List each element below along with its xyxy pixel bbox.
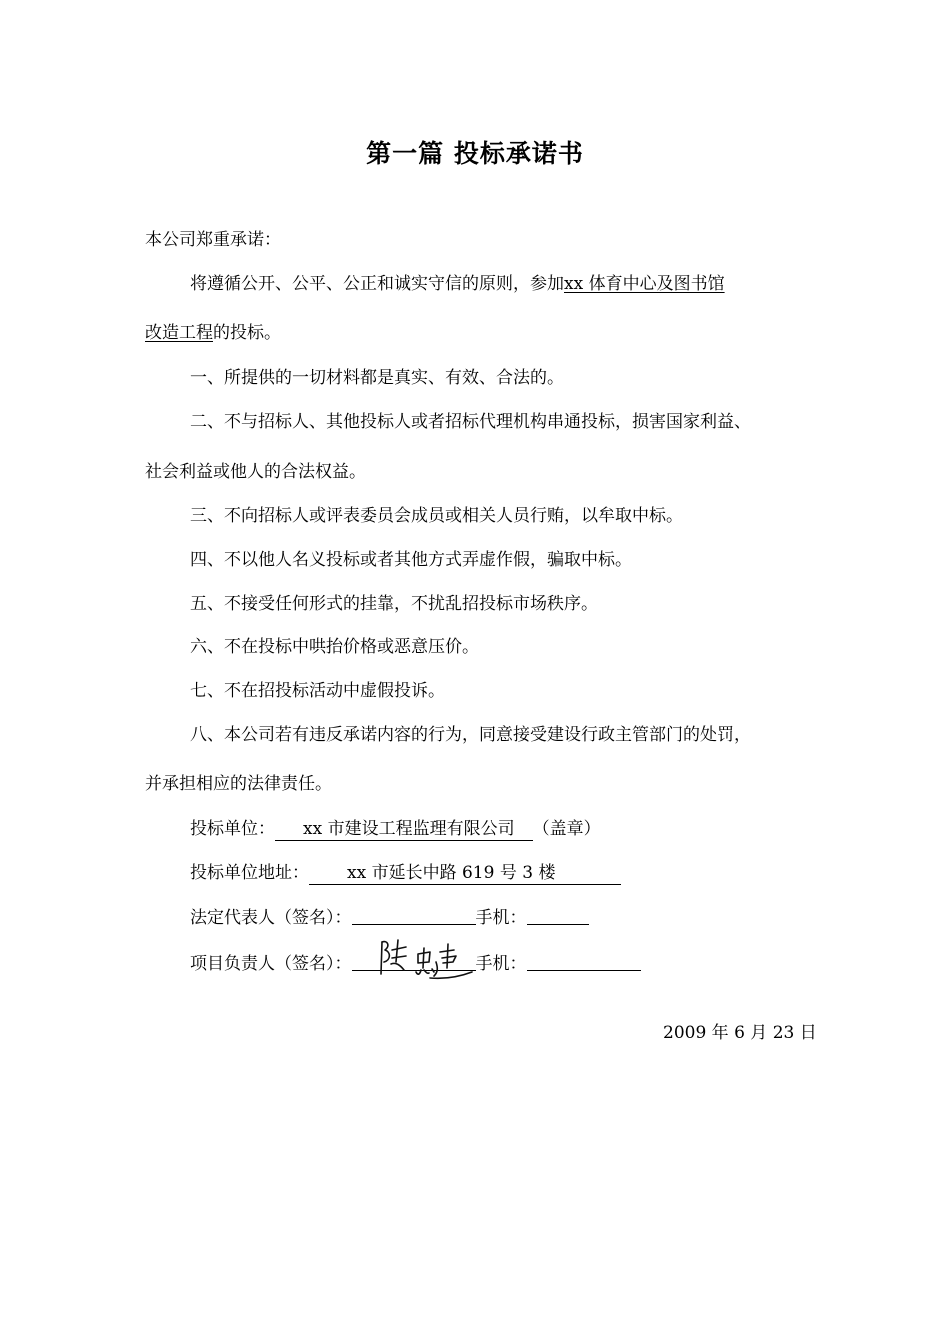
seal-note: （盖章） <box>532 819 601 839</box>
commitment-item-5: 五、不接受任何形式的挂靠，不扰乱招投标市场秩序。 <box>190 594 598 614</box>
bidder-address-row <box>190 862 621 885</box>
project-manager-phone-blank <box>527 952 641 971</box>
commitment-item-7: 七、不在招投标活动中虚假投诉。 <box>190 681 445 701</box>
commitment-item-2-line1: 二、不与招标人、其他投标人或者招标代理机构串通投标，损害国家利益、 <box>190 412 751 432</box>
commitment-item-8-line1: 八、本公司若有违反承诺内容的行为，同意接受建设行政主管部门的处罚， <box>190 725 751 745</box>
bidder-unit-row <box>190 818 601 841</box>
para1-line2 <box>145 322 281 344</box>
bidder-unit-value: xx 市建设工程监理有限公司 <box>275 819 533 841</box>
bidder-address-value: xx 市延长中路 619 号 3 楼 <box>309 863 621 885</box>
intro-text: 本公司郑重承诺： <box>145 230 281 250</box>
project-name-part1: xx 体育中心及图书馆 <box>564 274 725 294</box>
commitment-item-3: 三、不向招标人或评表委员会成员或相关人员行贿，以牟取中标。 <box>190 506 683 526</box>
commitment-item-2-line2: 社会利益或他人的合法权益。 <box>145 462 366 482</box>
page-title: 第一篇 投标承诺书 <box>366 139 584 168</box>
para1-prefix: 将遵循公开、公平、公正和诚实守信的原则，参加 <box>190 274 564 294</box>
commitment-item-1: 一、所提供的一切材料都是真实、有效、合法的。 <box>190 368 564 388</box>
handwritten-signature <box>376 932 476 988</box>
project-name-part2: 改造工程 <box>145 323 213 343</box>
legal-rep-phone-label: 手机： <box>475 908 527 928</box>
project-manager-phone-label: 手机： <box>475 954 527 974</box>
para1-suffix: 的投标。 <box>213 323 281 343</box>
legal-rep-row <box>190 906 589 929</box>
signature-drawing <box>376 932 476 988</box>
project-manager-label: 项目负责人（签名）： <box>190 954 352 974</box>
commitment-item-8-line2: 并承担相应的法律责任。 <box>145 774 332 794</box>
legal-rep-label: 法定代表人（签名）： <box>190 908 352 928</box>
legal-rep-signature-blank <box>352 906 476 925</box>
commitment-item-6: 六、不在投标中哄抬价格或恶意压价。 <box>190 637 479 657</box>
legal-rep-phone-blank <box>527 906 589 925</box>
bidder-address-label: 投标单位地址： <box>190 863 309 883</box>
document-date: 2009 年 6 月 23 日 <box>663 1023 817 1043</box>
para1-line1 <box>190 273 725 295</box>
bidder-unit-label: 投标单位： <box>190 819 275 839</box>
commitment-item-4: 四、不以他人名义投标或者其他方式弄虚作假，骗取中标。 <box>190 550 632 570</box>
